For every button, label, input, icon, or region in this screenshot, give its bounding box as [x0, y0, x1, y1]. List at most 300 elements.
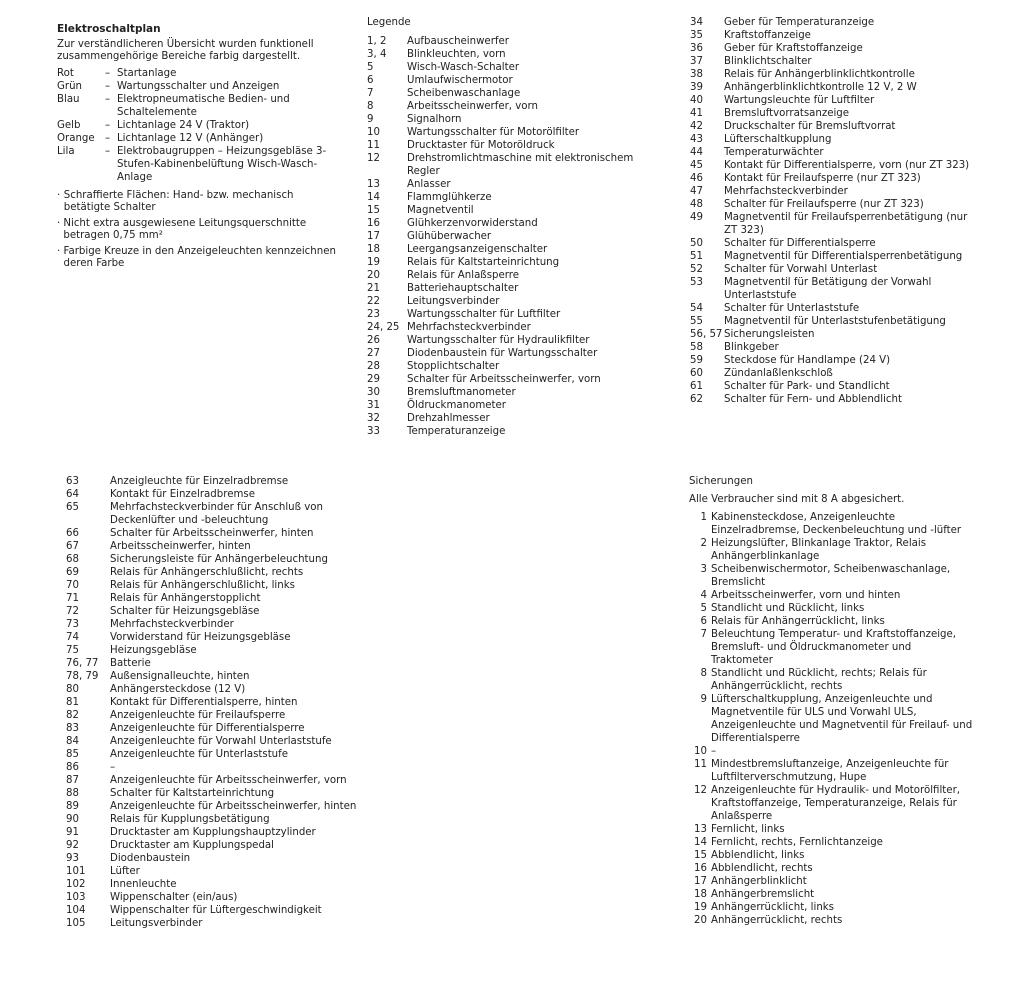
legend-item	[676, 94, 976, 107]
legend-item	[58, 553, 358, 566]
legend-item-number: 59	[690, 355, 703, 366]
legend-item-text: Magnetventil für Unterlaststufenbetätigung	[724, 316, 946, 327]
legend-item-text: Blinklichtschalter	[724, 56, 812, 67]
fuse-item-text: Relais für Anhängerrücklicht, links	[711, 616, 885, 627]
legend-item-number: 14	[367, 192, 380, 203]
fuse-item-text: Standlicht und Rücklicht, links	[711, 603, 865, 614]
fuse-item	[689, 758, 974, 784]
legend-item-text: Drucktaster am Kupplungspedal	[110, 840, 274, 851]
legend-item	[58, 735, 358, 748]
legend-item-text: Vorwiderstand für Heizungsgebläse	[110, 632, 291, 643]
legend-item-number: 32	[367, 413, 380, 424]
legend-item-number: 7	[367, 88, 374, 99]
color-row	[57, 67, 339, 80]
fuse-item-number: 3	[700, 564, 707, 575]
legend-item	[58, 748, 358, 761]
fuse-item	[689, 693, 974, 745]
fuse-item	[689, 511, 974, 537]
legend-item-text: Innenleuchte	[110, 879, 177, 890]
legend-item	[58, 592, 358, 605]
fuse-item	[689, 862, 974, 875]
legend-item-text: Anzeigenleuchte für Arbeitsscheinwerfer, vorn	[110, 775, 347, 786]
legend-item-number: 39	[690, 82, 703, 93]
legend-item-number: 43	[690, 134, 703, 145]
legend-item-text: Anzeigenleuchte für Unterlaststufe	[110, 749, 288, 760]
legend-item-number: 90	[66, 814, 79, 825]
fuse-item-text: Anhängerrücklicht, rechts	[711, 915, 843, 926]
legend-item-number: 65	[66, 502, 79, 513]
legend-item	[367, 191, 647, 204]
legend-item	[58, 618, 358, 631]
legend-item-text: Schalter für Arbeitsscheinwerfer, vorn	[407, 374, 601, 385]
legend-item-text: Sicherungsleisten	[724, 329, 815, 340]
fuse-item	[689, 667, 974, 693]
legend-item-number: 47	[690, 186, 703, 197]
legend-item-number: 12	[367, 153, 380, 164]
legend-item	[676, 393, 976, 406]
legend-bottom-section	[58, 475, 358, 930]
legend-item-text: Öldruckmanometer	[407, 400, 506, 411]
legend-item-number: 18	[367, 244, 380, 255]
legend-item-number: 88	[66, 788, 79, 799]
legend-item-number: 37	[690, 56, 703, 67]
legend-item-text: Blinkleuchten, vorn	[407, 49, 506, 60]
legend-item	[58, 852, 358, 865]
legend-item	[367, 48, 647, 61]
legend-item-number: 80	[66, 684, 79, 695]
legend-item	[58, 904, 358, 917]
legend-item	[367, 256, 647, 269]
legend-item	[58, 683, 358, 696]
legend-item	[676, 120, 976, 133]
legend-item-text: Schalter für Park- und Standlicht	[724, 381, 890, 392]
legend-item	[367, 74, 647, 87]
legend-item-number: 17	[367, 231, 380, 242]
legend-item-number: 68	[66, 554, 79, 565]
legend-item-text: Relais für Anhängerstopplicht	[110, 593, 261, 604]
legend-item-text: Relais für Kaltstarteinrichtung	[407, 257, 560, 268]
fuse-item-number: 16	[694, 863, 707, 874]
legend-item	[367, 35, 647, 48]
legend-item-number: 54	[690, 303, 703, 314]
legend-item-number: 62	[690, 394, 703, 405]
legend-item	[58, 722, 358, 735]
fuse-item-text: Anhängerbremslicht	[711, 889, 815, 900]
legend-item-text: Arbeitsscheinwerfer, vorn	[407, 101, 538, 112]
legend-item	[367, 87, 647, 100]
fuse-item-text: –	[711, 746, 717, 757]
fuse-item-number: 6	[700, 616, 707, 627]
legend-item-number: 3, 4	[367, 49, 387, 60]
note-text: Schraffierte Flächen: Hand- bzw. mechanisch betätigte Schalter	[63, 190, 294, 214]
legend-item-number: 44	[690, 147, 703, 158]
legend-item	[58, 501, 358, 527]
legend-item-text: Schalter für Kaltstarteinrichtung	[110, 788, 275, 799]
legend-item-text: Kraftstoffanzeige	[724, 30, 811, 41]
legend-item-text: Wippenschalter (ein/aus)	[110, 892, 238, 903]
color-desc: Elektrobaugruppen – Heizungsgebläse 3-Stufen-Kabinenbelüftung Wisch-Wasch-Anlage	[117, 146, 327, 184]
fuse-item-number: 11	[694, 759, 707, 770]
legend-item-number: 63	[66, 476, 79, 487]
legend-item-text: Wartungsschalter für Hydraulikfilter	[407, 335, 590, 346]
legend-item	[676, 185, 976, 198]
color-name: Grün	[57, 81, 82, 93]
legend-item-text: Temperaturwächter	[724, 147, 824, 158]
fuse-item-text: Anhängerrücklicht, links	[711, 902, 834, 913]
legend-item-text: Schalter für Differentialsperre	[724, 238, 876, 249]
legend-item-number: 101	[66, 866, 86, 877]
legend-item-number: 40	[690, 95, 703, 106]
legend-item-text: Schalter für Vorwahl Unterlast	[724, 264, 878, 275]
legend-item-text: Heizungsgebläse	[110, 645, 197, 656]
color-key	[57, 67, 339, 184]
legend3-list	[58, 475, 358, 930]
legend-item-number: 24, 25	[367, 322, 400, 333]
legend-item	[367, 126, 647, 139]
fuse-item-number: 12	[694, 785, 707, 796]
legend-item-number: 28	[367, 361, 380, 372]
fuse-item-text: Kabinensteckdose, Anzeigenleuchte Einzelradbremse, Deckenbeleuchtung und -lüfter	[711, 512, 962, 536]
fuse-item-text: Standlicht und Rücklicht, rechts; Relais für Anhängerrücklicht, rechts	[711, 668, 927, 692]
legend-item-number: 67	[66, 541, 79, 552]
legend-item-text: Relais für Anlaßsperre	[407, 270, 520, 281]
legend-item	[58, 865, 358, 878]
legend-item	[367, 243, 647, 256]
legend-item	[58, 566, 358, 579]
color-desc: Lichtanlage 12 V (Anhänger)	[117, 133, 264, 145]
legend-item-number: 66	[66, 528, 79, 539]
legend-item-text: Bremsluftmanometer	[407, 387, 516, 398]
fuse-item	[689, 875, 974, 888]
legend-item-number: 72	[66, 606, 79, 617]
legend-item	[676, 354, 976, 367]
legend-item	[676, 380, 976, 393]
legend-item-text: Mehrfachsteckverbinder	[724, 186, 848, 197]
legend-item-text: Magnetventil für Betätigung der Vorwahl Unterlaststufe	[724, 277, 932, 301]
legend-item-number: 93	[66, 853, 79, 864]
legend-item-number: 33	[367, 426, 380, 437]
legend-item-text: Anzeigleuchte für Einzelradbremse	[110, 476, 289, 487]
legend-item-number: 103	[66, 892, 86, 903]
legend-item-text: Scheibenwaschanlage	[407, 88, 521, 99]
legend-item-number: 53	[690, 277, 703, 288]
color-row	[57, 132, 339, 145]
legend-item-text: Leergangsanzeigenschalter	[407, 244, 548, 255]
fuse-item-number: 20	[694, 915, 707, 926]
legend-item-text: Kontakt für Freilaufsperre (nur ZT 323)	[724, 173, 921, 184]
fuse-item-number: 14	[694, 837, 707, 848]
note-text: Nicht extra ausgewiesene Leitungsquerschnitte betragen 0,75 mm²	[63, 218, 307, 242]
legend-item-number: 84	[66, 736, 79, 747]
note-text: Farbige Kreuze in den Anzeigeleuchten kennzeichnen deren Farbe	[63, 246, 336, 270]
legend-item	[58, 761, 358, 774]
legend-item-text: Mehrfachsteckverbinder für Anschluß von Deckenlüfter und -beleuchtung	[110, 502, 323, 526]
legend-item-number: 69	[66, 567, 79, 578]
fuse-item	[689, 836, 974, 849]
legend-item-text: Relais für Anhängerblinklichtkontrolle	[724, 69, 915, 80]
legend-item-number: 51	[690, 251, 703, 262]
color-dash: –	[105, 81, 111, 93]
color-name: Gelb	[57, 120, 81, 132]
legend-item-number: 6	[367, 75, 374, 86]
legend-item-text: Relais für Anhängerschlußlicht, rechts	[110, 567, 304, 578]
legend-item-text: Anzeigenleuchte für Arbeitsscheinwerfer, hinten	[110, 801, 357, 812]
legend-item-number: 104	[66, 905, 86, 916]
fuse-item-number: 10	[694, 746, 707, 757]
fuse-item	[689, 914, 974, 927]
legend-item-text: Drehzahlmesser	[407, 413, 490, 424]
legend-item-number: 23	[367, 309, 380, 320]
legend-item	[676, 172, 976, 185]
legend-item-text: Leitungsverbinder	[407, 296, 500, 307]
legend-item-number: 16	[367, 218, 380, 229]
bullet-icon: ·	[57, 218, 61, 230]
legend-item-text: Wartungsleuchte für Luftfilter	[724, 95, 875, 106]
color-desc: Elektropneumatische Bedien- und Schaltelemente	[117, 94, 290, 119]
legend-item-number: 71	[66, 593, 79, 604]
legend-item	[676, 237, 976, 250]
fuse-item	[689, 628, 974, 667]
legend-item-number: 29	[367, 374, 380, 385]
legend-item	[676, 107, 976, 120]
legend-item	[367, 412, 647, 425]
legend-item-number: 87	[66, 775, 79, 786]
legend-item	[58, 813, 358, 826]
legend-item-text: Drucktaster am Kupplungshauptzylinder	[110, 827, 316, 838]
fuse-item-number: 8	[700, 668, 707, 679]
legend-item	[367, 399, 647, 412]
color-row	[57, 93, 339, 119]
legend-item-text: Temperaturanzeige	[407, 426, 506, 437]
legend-item	[676, 55, 976, 68]
legend-item-text: Wippenschalter für Lüftergeschwindigkeit	[110, 905, 322, 916]
color-desc: Lichtanlage 24 V (Traktor)	[117, 120, 250, 132]
color-name: Blau	[57, 94, 80, 106]
legend-item-number: 50	[690, 238, 703, 249]
fuses-intro: Alle Verbraucher sind mit 8 A abgesichert.	[689, 494, 905, 505]
fuse-item	[689, 823, 974, 836]
color-dash: –	[105, 68, 111, 80]
fuse-item-number: 19	[694, 902, 707, 913]
legend-item-number: 102	[66, 879, 86, 890]
legend-item-text: Sicherungsleiste für Anhängerbeleuchtung	[110, 554, 328, 565]
legend-item-number: 92	[66, 840, 79, 851]
legend-item	[367, 334, 647, 347]
legend-item-text: Anzeigenleuchte für Freilaufsperre	[110, 710, 286, 721]
legend-item-number: 31	[367, 400, 380, 411]
legend-item-number: 70	[66, 580, 79, 591]
fuse-item-text: Anzeigenleuchte für Hydraulik- und Motorölfilter, Kraftstoffanzeige, Temperaturanzeige, Relais für Anlaßsperre	[711, 785, 960, 822]
legend-item-text: Geber für Temperaturanzeige	[724, 17, 875, 28]
legend-item	[58, 787, 358, 800]
legend-item-text: Geber für Kraftstoffanzeige	[724, 43, 863, 54]
notes-list	[57, 190, 339, 270]
legend-item	[676, 250, 976, 263]
legend-item-text: Glühüberwacher	[407, 231, 492, 242]
fuse-item	[689, 888, 974, 901]
legend-item-text: Wisch-Wasch-Schalter	[407, 62, 520, 73]
color-dash: –	[105, 146, 111, 158]
fuse-item-number: 7	[700, 629, 707, 640]
note-item	[57, 218, 339, 242]
legend-item-text: Leitungsverbinder	[110, 918, 203, 929]
legend-item-text: Relais für Kupplungsbetätigung	[110, 814, 270, 825]
legend-item-number: 81	[66, 697, 79, 708]
legend-item-text: Außensignalleuchte, hinten	[110, 671, 250, 682]
legend-item	[367, 217, 647, 230]
legend-item-text: Anhängersteckdose (12 V)	[110, 684, 246, 695]
legend-item	[367, 230, 647, 243]
legend-item	[676, 146, 976, 159]
fuse-item-text: Anhängerblinklicht	[711, 876, 807, 887]
fuse-item	[689, 901, 974, 914]
legend-item-text: Signalhorn	[407, 114, 462, 125]
fuse-item-number: 9	[700, 694, 707, 705]
legend-item-text: Relais für Anhängerschlußlicht, links	[110, 580, 295, 591]
legend-item-text: Steckdose für Handlampe (24 V)	[724, 355, 891, 366]
legend-item-number: 48	[690, 199, 703, 210]
intro-text: Zur verständlicheren Übersicht wurden funktionell zusammengehörige Bereiche farbig dargestellt.	[57, 39, 314, 63]
legend-item	[58, 488, 358, 501]
legend-item-number: 74	[66, 632, 79, 643]
legend-item-text: Schalter für Freilaufsperre (nur ZT 323)	[724, 199, 924, 210]
legend-item-text: Batteriehauptschalter	[407, 283, 519, 294]
legend-item-text: Schalter für Arbeitsscheinwerfer, hinten	[110, 528, 314, 539]
legend-item	[676, 276, 976, 302]
legend-item-number: 38	[690, 69, 703, 80]
legend-item	[676, 133, 976, 146]
legend-item-text: Anzeigenleuchte für Vorwahl Unterlaststufe	[110, 736, 332, 747]
fuse-item-number: 5	[700, 603, 707, 614]
legend-item-number: 13	[367, 179, 380, 190]
legend-item-text: Wartungsschalter für Motorölfilter	[407, 127, 580, 138]
legend-item	[676, 341, 976, 354]
legend-item-number: 41	[690, 108, 703, 119]
legend-item-number: 8	[367, 101, 374, 112]
fuse-item	[689, 563, 974, 589]
legend-item-text: Mehrfachsteckverbinder	[407, 322, 531, 333]
legend-item	[367, 321, 647, 334]
color-dash: –	[105, 120, 111, 132]
legend-item-text: Lüfter	[110, 866, 140, 877]
legend-item-text: Schalter für Unterlaststufe	[724, 303, 860, 314]
legend-item-number: 89	[66, 801, 79, 812]
legend-item-text: Druckschalter für Bremsluftvorrat	[724, 121, 896, 132]
legend-item-text: Wartungsschalter für Luftfilter	[407, 309, 561, 320]
legend-item	[367, 347, 647, 360]
legend-item	[58, 800, 358, 813]
fuse-item-number: 1	[700, 512, 707, 523]
legend-item	[367, 269, 647, 282]
fuse-item-number: 4	[700, 590, 707, 601]
legend-item-text: Umlaufwischermotor	[407, 75, 513, 86]
legend-item-text: Anlasser	[407, 179, 451, 190]
legend-item	[676, 211, 976, 237]
legend-item-number: 82	[66, 710, 79, 721]
legend-item-text: Arbeitsscheinwerfer, hinten	[110, 541, 251, 552]
color-desc: Wartungsschalter und Anzeigen	[117, 81, 280, 93]
color-dash: –	[105, 94, 111, 106]
legend-item-number: 75	[66, 645, 79, 656]
legend-item-number: 49	[690, 212, 703, 223]
legend-item-text: Kontakt für Differentialsperre, hinten	[110, 697, 298, 708]
legend-item	[58, 878, 358, 891]
legend-item-text: Drehstromlichtmaschine mit elektronischem Regler	[407, 153, 634, 177]
legend-item	[58, 696, 358, 709]
fuse-item	[689, 602, 974, 615]
legend-item-text: Flammglühkerze	[407, 192, 492, 203]
legend-item	[58, 826, 358, 839]
legend-title: Legende	[367, 17, 411, 28]
legend-item-text: Glühkerzenvorwiderstand	[407, 218, 538, 229]
legend-item	[367, 113, 647, 126]
fuse-item	[689, 589, 974, 602]
legend-item-text: Anhängerblinklichtkontrolle 12 V, 2 W	[724, 82, 917, 93]
legend-item-number: 105	[66, 918, 86, 929]
fuse-item	[689, 849, 974, 862]
legend-item	[676, 315, 976, 328]
legend-item	[676, 263, 976, 276]
fuses-list	[689, 511, 974, 927]
legend-item-text: Magnetventil für Differentialsperrenbetätigung	[724, 251, 963, 262]
legend-item-number: 35	[690, 30, 703, 41]
legend-item-number: 10	[367, 127, 380, 138]
legend-item-text: Diodenbaustein für Wartungsschalter	[407, 348, 598, 359]
section-title: Elektroschaltplan	[57, 23, 161, 35]
legend-item-number: 46	[690, 173, 703, 184]
legend-item	[58, 631, 358, 644]
legend-item-number: 42	[690, 121, 703, 132]
legend-item-number: 86	[66, 762, 79, 773]
legend-item	[367, 61, 647, 74]
legend-item-number: 61	[690, 381, 703, 392]
legend-item	[58, 605, 358, 618]
legend-item-number: 5	[367, 62, 374, 73]
legend-item	[58, 475, 358, 488]
color-row	[57, 80, 339, 93]
legend-item-text: Aufbauscheinwerfer	[407, 36, 509, 47]
fuse-item-text: Lüfterschaltkupplung, Anzeigenleuchte und Magnetventile für ULS und Vorwahl ULS, Anzeigenleuchte und Magnetventil für Freilauf- und Differentialsperre	[711, 694, 973, 744]
color-row	[57, 119, 339, 132]
legend-item	[58, 891, 358, 904]
legend-item-number: 15	[367, 205, 380, 216]
legend-item-number: 58	[690, 342, 703, 353]
color-desc: Startanlage	[117, 68, 177, 80]
legend-item	[58, 579, 358, 592]
legend-item-number: 22	[367, 296, 380, 307]
legend-item	[676, 328, 976, 341]
legend-item-number: 55	[690, 316, 703, 327]
fuse-item	[689, 745, 974, 758]
fuse-item-text: Arbeitsscheinwerfer, vorn und hinten	[711, 590, 901, 601]
legend-item	[676, 68, 976, 81]
fuse-item-number: 13	[694, 824, 707, 835]
fuse-item-number: 2	[700, 538, 707, 549]
fuse-item-text: Mindestbremsluftanzeige, Anzeigenleuchte für Luftfilterverschmutzung, Hupe	[711, 759, 949, 783]
legend-item-number: 11	[367, 140, 380, 151]
legend-section	[367, 16, 647, 438]
fuse-item	[689, 615, 974, 628]
legend-item	[367, 282, 647, 295]
legend-item-number: 85	[66, 749, 79, 760]
legend-item-text: Schalter für Heizungsgebläse	[110, 606, 260, 617]
fuse-item-text: Scheibenwischermotor, Scheibenwaschanlage, Bremslicht	[711, 564, 951, 588]
legend-item	[367, 373, 647, 386]
fuses-section	[689, 475, 974, 927]
legend-item-number: 19	[367, 257, 380, 268]
legend-item-number: 76, 77	[66, 658, 99, 669]
fuse-item-text: Fernlicht, rechts, Fernlichtanzeige	[711, 837, 883, 848]
